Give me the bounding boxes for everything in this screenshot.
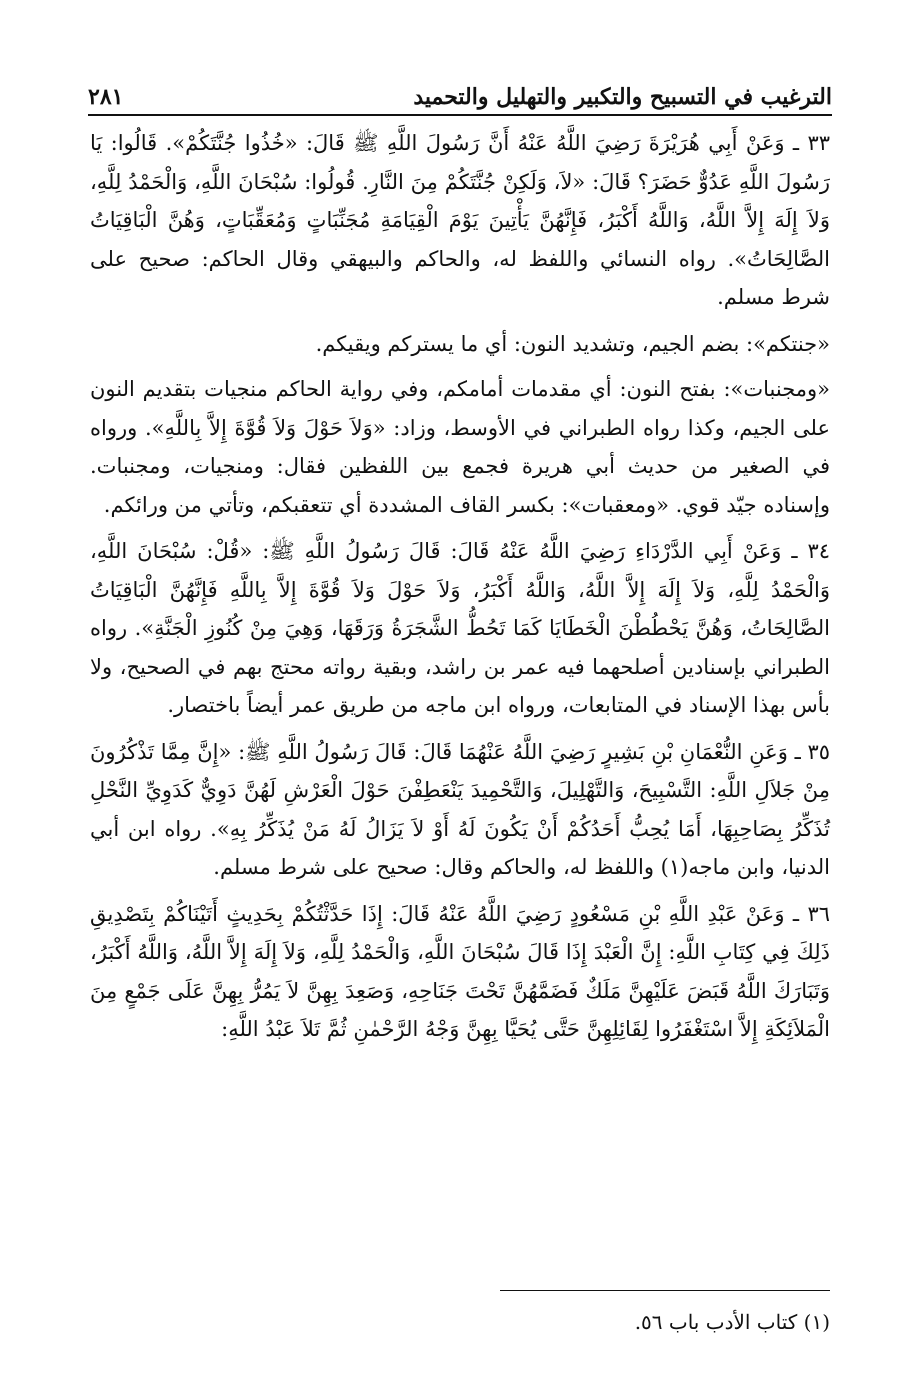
running-title: الترغيب في التسبيح والتكبير والتهليل والتحميد [413, 84, 832, 110]
note-jannatakum: «جنتكم»: بضم الجيم، وتشديد النون: أي ما يستركم ويقيكم. [315, 331, 830, 356]
note-mujannibat: «ومجنبات»: بفتح النون: أي مقدمات أمامكم، وفي رواية الحاكم منجيات بتقديم النون على الجيم، وكذا رواه الطبراني في الأوسط، وزاد: «وَلاَ حَوْلَ وَلاَ قُوَّةَ إِلاَّ بِاللَّهِ». ورواه في الصغير من حديث أبي هريرة فجمع بين اللفظين فقال: ومنجيات، ومجنبات. وإسناده جيّد قوي. «ومعقبات»: بكسر القاف المشددة أي تتعقبكم، وتأتي من ورائكم. [90, 377, 830, 517]
body-text [90, 124, 830, 1049]
footnote-divider [500, 1290, 830, 1291]
page-number: ٢٨١ [88, 84, 124, 110]
footnote: (١) كتاب الأدب باب ٥٦. [634, 1310, 830, 1334]
page-header [88, 80, 832, 116]
hadith-34: ٣٤ ـ وَعَنْ أَبِي الدَّرْدَاءِ رَضِيَ اللَّهُ عَنْهُ قَالَ: قَالَ رَسُولُ اللَّهِ ﷺ: «قُلْ: سُبْحَانَ اللَّهِ، وَالْحَمْدُ لِلَّهِ، وَلاَ إِلَهَ إِلاَّ اللَّهُ، وَاللَّهُ أَكْبَرُ، وَلاَ حَوْلَ وَلاَ قُوَّةَ إِلاَّ بِاللَّهِ فَإِنَّهُنَّ الْبَاقِيَاتُ الصَّالِحَاتُ، وَهُنَّ يَحْطُطْنَ الْخَطَايَا كَمَا تَحُطُّ الشَّجَرَةُ وَرَقَهَا، وَهِيَ مِنْ كُنُوزِ الْجَنَّةِ». رواه الطبراني بإسنادين أصلحهما فيه عمر بن راشد، وبقية رواته محتج بهم في الصحيح، ولا بأس بهذا الإسناد في المتابعات، ورواه ابن ماجه من طريق عمر أيضاً باختصار. [90, 539, 830, 717]
hadith-36: ٣٦ ـ وَعَنْ عَبْدِ اللَّهِ بْنِ مَسْعُودٍ رَضِيَ اللَّهُ عَنْهُ قَالَ: إِذَا حَدَّثْتُكُمْ بِحَدِيثٍ أَتَيْنَاكُمْ بِتَصْدِيقِ ذَلِكَ فِي كِتَابِ اللَّهِ: إِنَّ الْعَبْدَ إِذَا قَالَ سُبْحَانَ اللَّهِ، وَالْحَمْدُ لِلَّهِ، وَلاَ إِلَهَ إِلاَّ اللَّهُ، وَاللَّهُ أَكْبَرُ، وَتَبَارَكَ اللَّهُ قَبَضَ عَلَيْهِنَّ مَلَكٌ فَضَمَّهُنَّ تَحْتَ جَنَاحِهِ، وَصَعِدَ بِهِنَّ لاَ يَمُرُّ بِهِنَّ عَلَى جَمْعٍ مِنَ الْمَلاَئِكَةِ إِلاَّ اسْتَغْفَرُوا لِقَائِلِهِنَّ حَتَّى يُحَيَّا بِهِنَّ وَجْهُ الرَّحْمٰنِ ثُمَّ تَلاَ عَبْدُ اللَّهِ: [90, 901, 830, 1041]
hadith-35: ٣٥ ـ وَعَنِ النُّعْمَانِ بْنِ بَشِيرٍ رَضِيَ اللَّهُ عَنْهُمَا قَالَ: قَالَ رَسُولُ اللَّهِ ﷺ: «إِنَّ مِمَّا تَذْكُرُونَ مِنْ جَلاَلِ اللَّهِ: التَّسْبِيحَ، وَالتَّهْلِيلَ، وَالتَّحْمِيدَ يَنْعَطِفْنَ حَوْلَ الْعَرْشِ لَهُنَّ دَوِيٌّ كَدَوِيِّ النَّحْلِ تُذَكِّرُ بِصَاحِبِهَا، أَمَا يُحِبُّ أَحَدُكُمْ أَنْ يَكُونَ لَهُ أَوْ لاَ يَزَالُ لَهُ مَنْ يُذَكِّرُ بِهِ». رواه ابن أبي الدنيا، وابن ماجه(١) واللفظ له، والحاكم وقال: صحيح على شرط مسلم. [90, 739, 830, 879]
hadith-33: ٣٣ ـ وَعَنْ أَبِي هُرَيْرَةَ رَضِيَ اللَّهُ عَنْهُ أَنَّ رَسُولَ اللَّهِ ﷺ قَالَ: «خُذُوا جُنَّتَكُمْ». قَالُوا: يَا رَسُولَ اللَّهِ عَدُوٌّ حَضَرَ؟ قَالَ: «لاَ، وَلَكِنْ جُنَّتَكُمْ مِنَ النَّارِ. قُولُوا: سُبْحَانَ اللَّهِ، وَالْحَمْدُ لِلَّهِ، وَلاَ إِلَهَ إِلاَّ اللَّهُ، وَاللَّهُ أَكْبَرُ، فَإِنَّهُنَّ يَأْتِينَ يَوْمَ الْقِيَامَةِ مُجَنِّبَاتٍ وَمُعَقِّبَاتٍ، وَهُنَّ الْبَاقِيَاتُ الصَّالِحَاتُ». رواه النسائي واللفظ له، والحاكم والبيهقي وقال الحاكم: صحيح على شرط مسلم. [90, 131, 830, 309]
